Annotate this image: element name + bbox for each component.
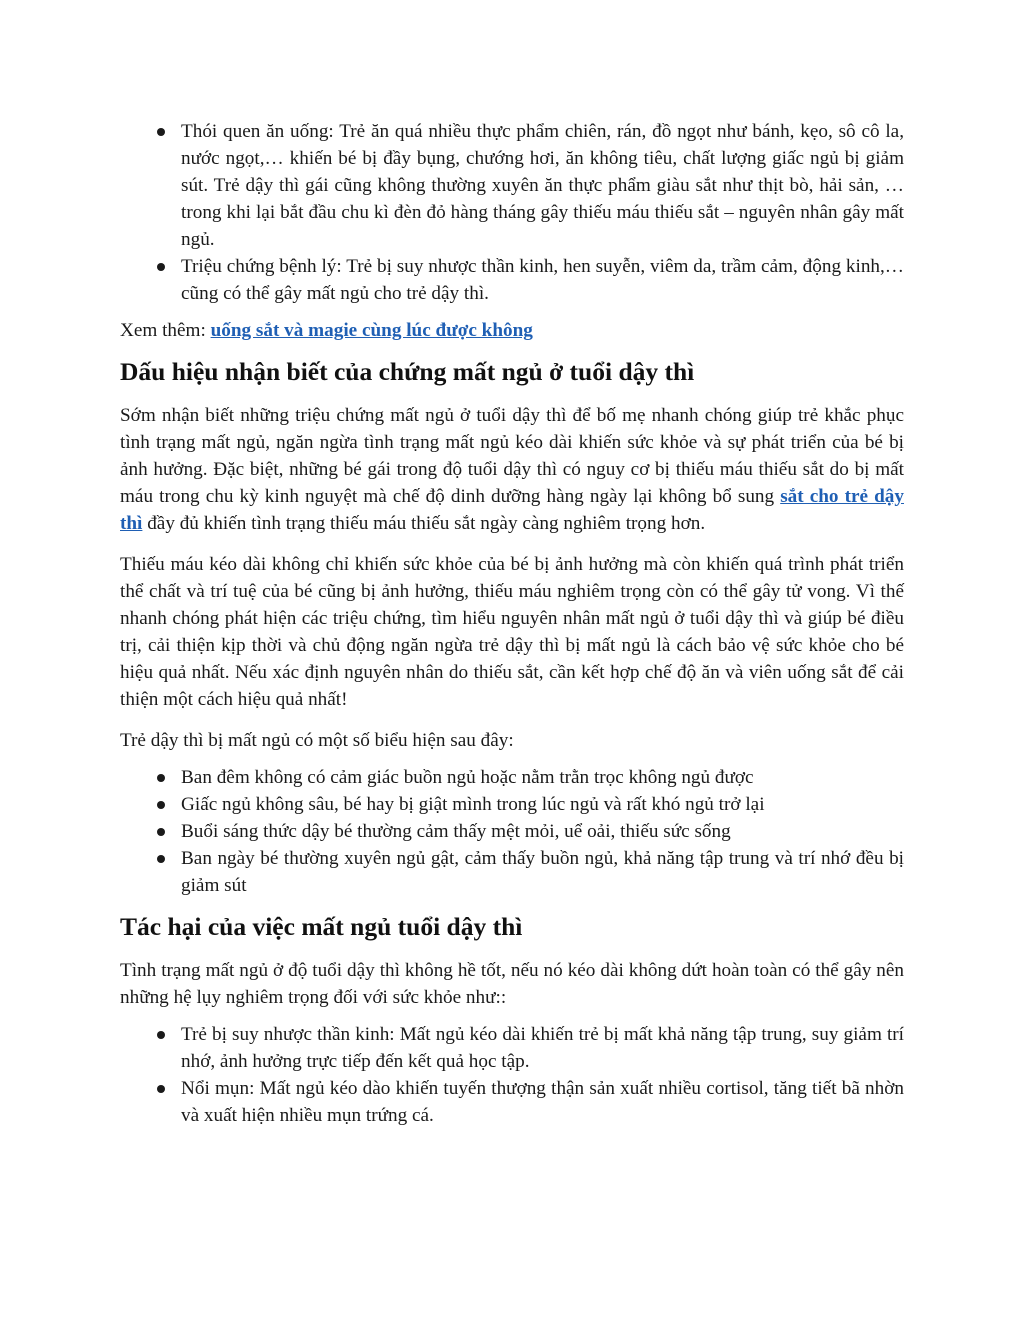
list-item [120, 845, 904, 899]
document-page [120, 118, 904, 1129]
bullet-icon [157, 828, 165, 836]
list-item-text: Ban ngày bé thường xuyên ngủ gật, cảm thấy buồn ngủ, khả năng tập trung và trí nhớ đều bị giảm sút [181, 848, 904, 896]
list-item [120, 791, 904, 818]
bullet-icon [157, 801, 165, 809]
list-item [120, 1021, 904, 1075]
list-item-text: Trẻ bị suy nhược thần kinh: Mất ngủ kéo dài khiến trẻ bị mất khả năng tập trung, suy giảm trí nhớ, ảnh hưởng trực tiếp đến kết quả học tập. [181, 1024, 904, 1072]
list-item [120, 1075, 904, 1129]
bullet-icon [157, 1031, 165, 1039]
iron-for-teens-link[interactable]: sắt cho trẻ dậy thì [120, 486, 904, 534]
paragraph-text: Sớm nhận biết những triệu chứng mất ngủ ở tuổi dậy thì để bố mẹ nhanh chóng giúp trẻ khắc phục tình trạng mất ngủ, ngăn ngừa tình trạng mất ngủ kéo dài khiến sức khỏe và sự phát triển của bé bị ảnh hưởng. Đặc biệt, những bé gái trong độ tuổi dậy thì có nguy cơ bị thiếu máu thiếu sắt do bị mất máu trong chu kỳ kinh nguyệt mà chế độ dinh dưỡng hàng ngày lại không bổ sung [120, 405, 904, 507]
harms-list [120, 1021, 904, 1129]
paragraph-text: đầy đủ khiến tình trạng thiếu máu thiếu sắt ngày càng nghiêm trọng hơn. [142, 513, 706, 534]
see-more-line [120, 317, 904, 344]
causes-list [120, 118, 904, 307]
paragraph: Tình trạng mất ngủ ở độ tuổi dậy thì không hề tốt, nếu nó kéo dài không dứt hoàn toàn có thể gây nên những hệ lụy nghiêm trọng đối với sức khỏe như:: [120, 960, 904, 1008]
bullet-icon [157, 855, 165, 863]
list-item [120, 118, 904, 253]
paragraph: Trẻ dậy thì bị mất ngủ có một số biểu hiện sau đây: [120, 730, 514, 751]
list-item-text: Giấc ngủ không sâu, bé hay bị giật mình trong lúc ngủ và rất khó ngủ trở lại [181, 794, 765, 815]
paragraph: Thiếu máu kéo dài không chỉ khiến sức khỏe của bé bị ảnh hưởng mà còn khiến quá trình phát triển thể chất và trí tuệ của bé cũng bị ảnh hưởng, thiếu máu nghiêm trọng còn có thể gây tử vong. Vì thế nhanh chóng phát hiện các triệu chứng, tìm hiểu nguyên nhân mất ngủ ở tuổi dậy thì và giúp bé điều trị, cải thiện kịp thời và chủ động ngăn ngừa trẻ dậy thì bị mất ngủ là cách bảo vệ sức khỏe cho bé hiệu quả nhất. Nếu xác định nguyên nhân do thiếu sắt, cần kết hợp chế độ ăn và viên uống sắt để cải thiện một cách hiệu quả nhất! [120, 554, 904, 710]
section-heading-signs: Dấu hiệu nhận biết của chứng mất ngủ ở tuổi dậy thì [120, 357, 695, 386]
list-item [120, 253, 904, 307]
see-more-link[interactable]: uống sắt và magie cùng lúc được không [210, 320, 533, 341]
list-item-text: Buổi sáng thức dậy bé thường cảm thấy mệt mỏi, uể oải, thiếu sức sống [181, 821, 731, 842]
list-item [120, 818, 904, 845]
see-more-prefix: Xem thêm: [120, 320, 211, 341]
list-item-text: Thói quen ăn uống: Trẻ ăn quá nhiều thực phẩm chiên, rán, đồ ngọt như bánh, kẹo, sô cô la, nước ngọt,… khiến bé bị đầy bụng, chướng hơi, ăn không tiêu, chất lượng giấc ngủ bị giảm sút. Trẻ dậy thì gái cũng không thường xuyên ăn thực phẩm giàu sắt như thịt bò, hải sản, … trong khi lại bắt đầu chu kì đèn đỏ hàng tháng gây thiếu máu thiếu sắt – nguyên nhân gây mất ngủ. [181, 121, 904, 250]
symptoms-list [120, 764, 904, 899]
list-item-text: Nổi mụn: Mất ngủ kéo dào khiến tuyến thượng thận sản xuất nhiều cortisol, tăng tiết bã nhờn và xuất hiện nhiều mụn trứng cá. [181, 1078, 904, 1126]
bullet-icon [157, 128, 165, 136]
bullet-icon [157, 263, 165, 271]
list-item [120, 764, 904, 791]
list-item-text: Triệu chứng bệnh lý: Trẻ bị suy nhược thần kinh, hen suyễn, viêm da, trầm cảm, động kinh,… cũng có thể gây mất ngủ cho trẻ dậy thì. [181, 256, 904, 304]
bullet-icon [157, 774, 165, 782]
section-heading-harms: Tác hại của việc mất ngủ tuổi dậy thì [120, 912, 523, 941]
paragraph [120, 402, 904, 537]
list-item-text: Ban đêm không có cảm giác buồn ngủ hoặc nằm trằn trọc không ngủ được [181, 767, 754, 788]
bullet-icon [157, 1085, 165, 1093]
